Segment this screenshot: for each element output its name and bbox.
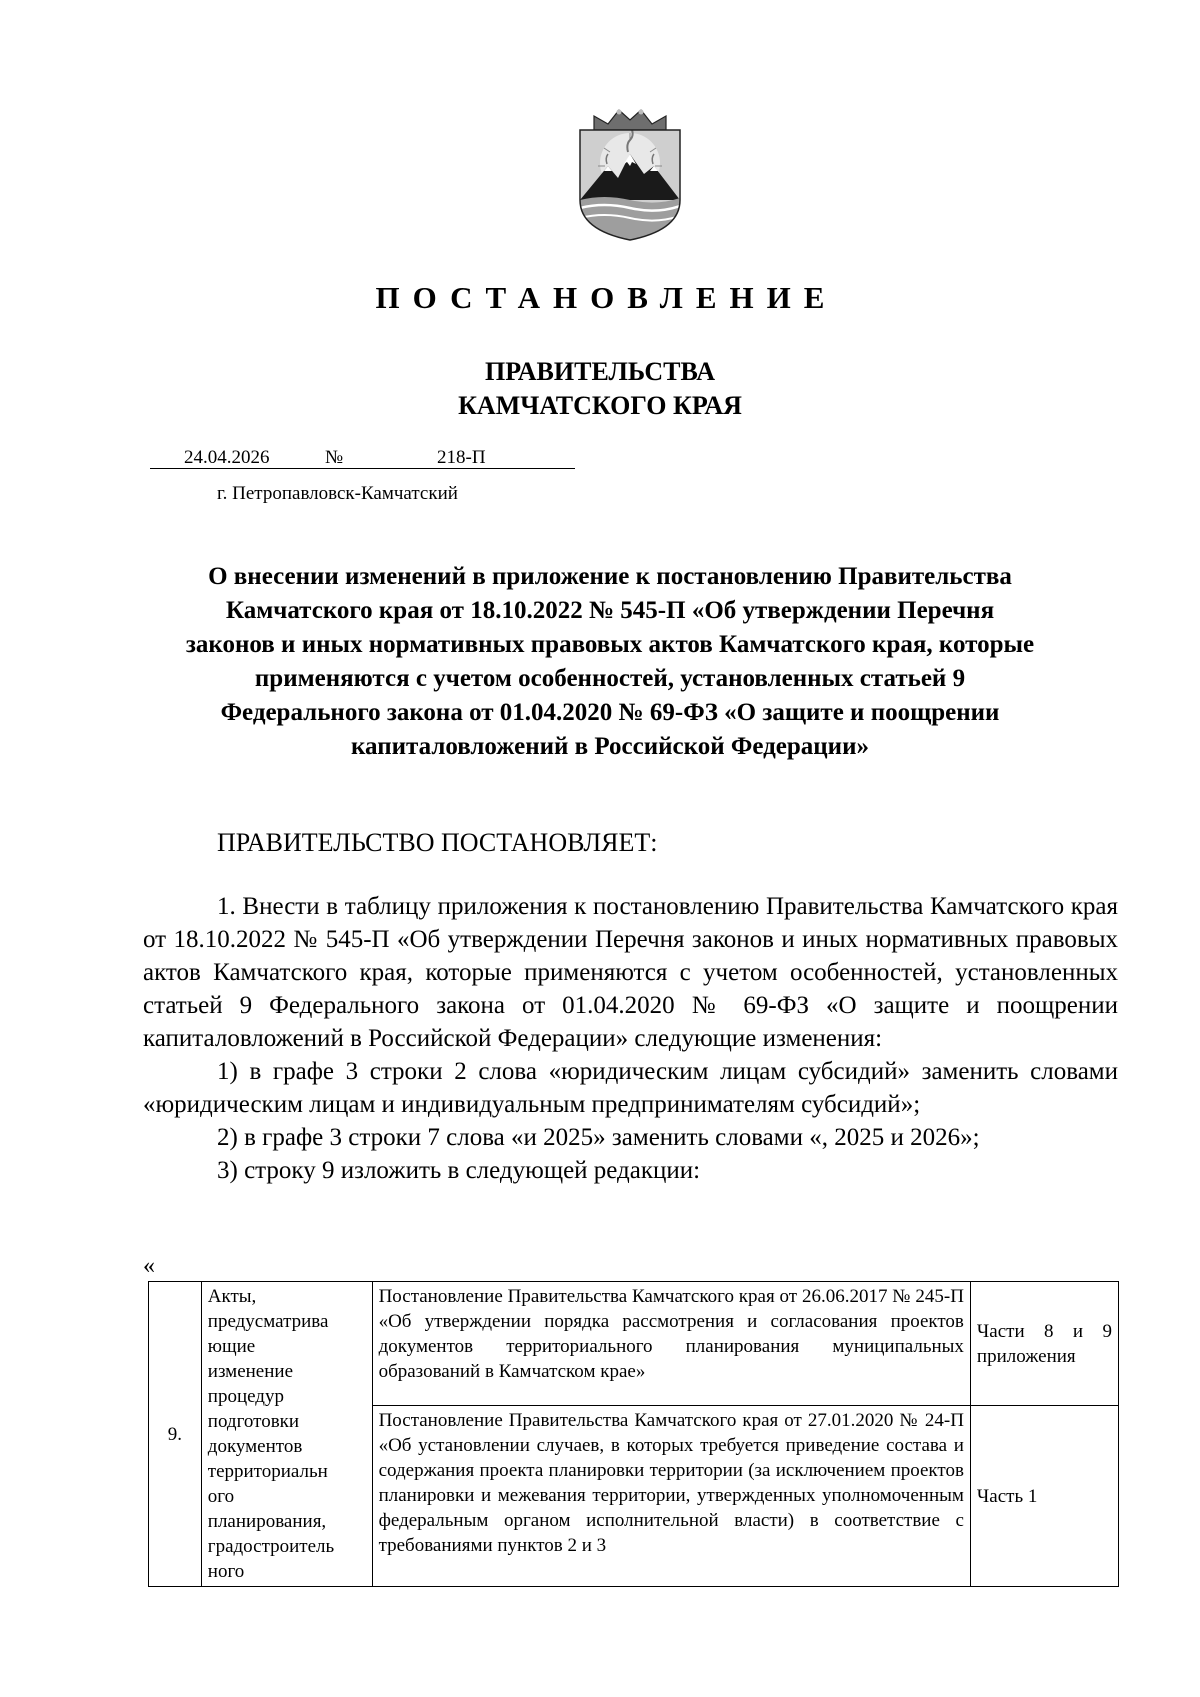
acts-line: документов (207, 1436, 303, 1457)
resolves-heading: ПРАВИТЕЛЬСТВО ПОСТАНОВЛЯЕТ: (217, 828, 658, 857)
amendment-table (148, 1281, 1119, 1587)
acts-description-cell (201, 1282, 372, 1587)
kamchatka-coat-of-arms-icon (574, 108, 686, 243)
paragraph-4: 3) строку 9 изложить в следующей редакции: (217, 1157, 701, 1184)
number-sign: № (325, 447, 344, 468)
document-subject (140, 560, 1080, 764)
document-body (143, 890, 1118, 1187)
acts-line: ого (207, 1486, 235, 1507)
document-city: г. Петропавловск-Камчатский (217, 483, 458, 504)
paragraph-3: 2) в графе 3 строки 7 слова «и 2025» заменить словами «, 2025 и 2026»; (217, 1124, 980, 1151)
subject-line: О внесении изменений в приложение к постановлению Правительства (208, 563, 1012, 590)
act-parts-cell: Части 8 и 9 приложения (970, 1282, 1118, 1406)
act-title-cell: Постановление Правительства Камчатского края от 26.06.2017 № 245-П «Об утверждении порядка рассмотрения и согласования проектов документов территориального планирования муниципальных образований в Камчатском крае» (372, 1282, 970, 1406)
issuer-line-2: КАМЧАТСКОГО КРАЯ (458, 391, 742, 420)
paragraph-1: 1. Внести в таблицу приложения к постановлению Правительства Камчатского края от 18.10.2022 № 545-П «Об утверждении Перечня законов и иных нормативных правовых актов Камчатского края, которые применяются с учетом особенностей, установленных статьей 9 Федерального закона от 01.04.2020 № 69-ФЗ «О защите и поощрении капиталовложений в Российской Федерации» следующие изменения: (143, 893, 1118, 1052)
acts-line: планирования, (207, 1511, 327, 1532)
acts-line: ного (207, 1561, 245, 1582)
subject-line: Федерального закона от 01.04.2020 № 69-ФЗ «О защите и поощрении (220, 699, 1000, 726)
issuer-block (0, 355, 1200, 423)
acts-line: Акты, (207, 1286, 257, 1307)
acts-line: предусматрива (207, 1311, 329, 1332)
subject-line: законов и иных нормативных правовых актов Камчатского края, которые (185, 631, 1035, 658)
paragraph-2: 1) в графе 3 строки 2 слова «юридическим лицам субсидий» заменить словами «юридическим лицам и индивидуальным предпринимателям субсидий»; (143, 1058, 1118, 1118)
acts-line: процедур (207, 1386, 284, 1407)
opening-quote: « (143, 1253, 155, 1279)
issuer-line-1: ПРАВИТЕЛЬСТВА (485, 357, 715, 386)
acts-line: ющие (207, 1336, 256, 1357)
subject-line: Камчатского края от 18.10.2022 № 545-П «Об утверждении Перечня (225, 597, 995, 624)
act-title-cell: Постановление Правительства Камчатского края от 27.01.2020 № 24-П «Об установлении случаев, в которых требуется приведение состава и содержания проекта планировки территории (за исключением проектов планировки и межевания территории, утвержденных уполномоченным федеральным органом исполнительной власти) в соответствие с требованиями пунктов 2 и 3 (372, 1406, 970, 1587)
subject-line: применяются с учетом особенностей, установленных статьей 9 (254, 665, 966, 692)
act-parts-cell: Часть 1 (970, 1406, 1118, 1587)
acts-line: градостроитель (207, 1536, 335, 1557)
document-title: ПОСТАНОВЛЕНИЕ (375, 280, 838, 315)
document-date: 24.04.2026 (184, 447, 270, 468)
row-number-cell: 9. (149, 1282, 202, 1587)
table-row (149, 1282, 1119, 1406)
acts-line: изменение (207, 1361, 294, 1382)
acts-line: подготовки (207, 1411, 300, 1432)
subject-line: капиталовложений в Российской Федерации» (351, 733, 869, 760)
date-number-underline (150, 468, 575, 469)
document-number: 218-П (437, 447, 486, 468)
acts-line: территориальн (207, 1461, 328, 1482)
